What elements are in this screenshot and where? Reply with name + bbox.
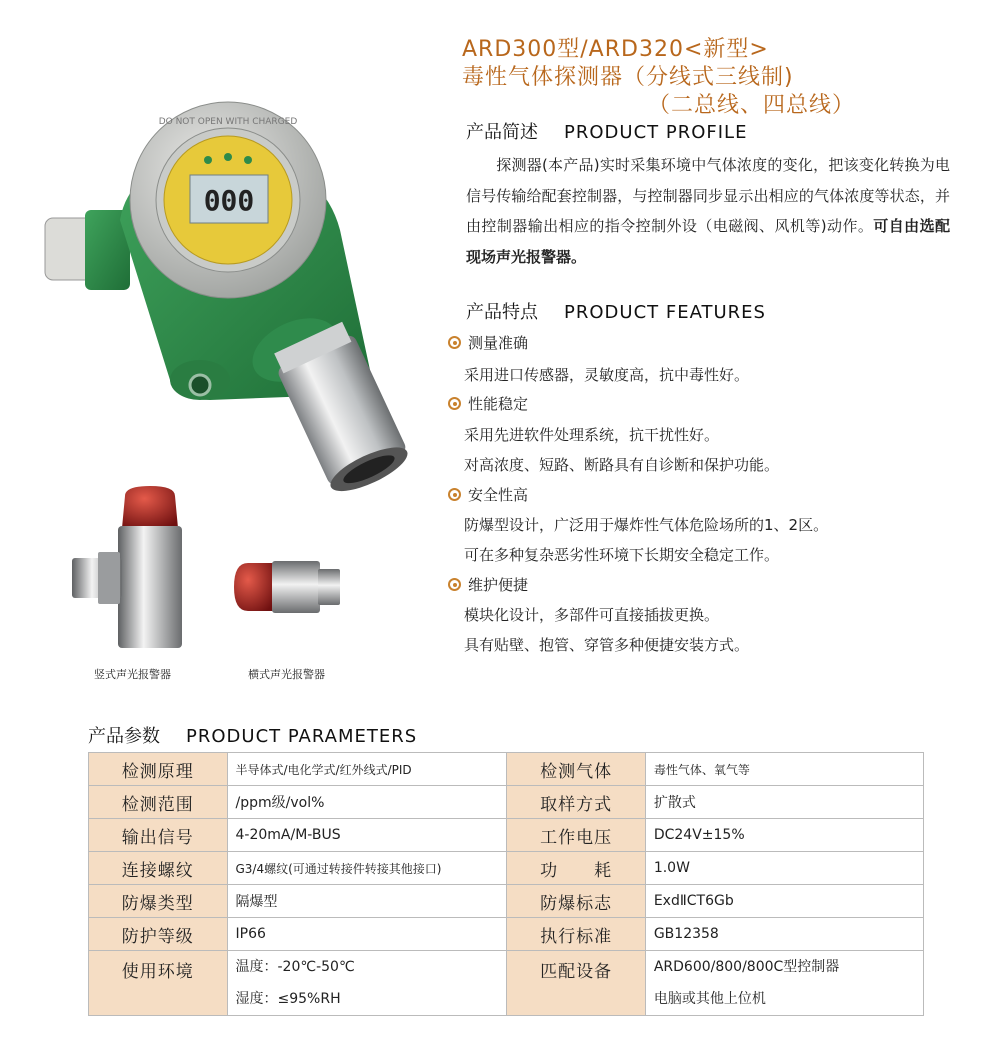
param-key: 使用环境 <box>89 951 228 1016</box>
param-value: G3/4螺纹(可通过转接件转接其他接口) <box>227 852 507 885</box>
profile-heading-cn: 产品简述 <box>466 122 538 143</box>
profile-heading-en: PRODUCT PROFILE <box>564 122 748 143</box>
bullet-icon <box>448 578 461 591</box>
param-value: GB12358 <box>645 918 923 951</box>
caption-horizontal-alarm: 横式声光报警器 <box>248 668 325 681</box>
table-row <box>89 885 924 918</box>
table-row <box>89 852 924 885</box>
param-key: 执行标准 <box>507 918 646 951</box>
table-row <box>89 753 924 786</box>
param-value: 隔爆型 <box>227 885 507 918</box>
feature-line: 采用先进软件处理系统，抗干扰性好。 <box>464 426 720 444</box>
param-key: 输出信号 <box>89 819 228 852</box>
profile-heading <box>466 118 747 144</box>
param-key: 防护等级 <box>89 918 228 951</box>
param-key: 检测气体 <box>507 753 646 786</box>
features-heading-en: PRODUCT FEATURES <box>564 302 766 323</box>
feature-title: 测量准确 <box>448 332 528 353</box>
features-heading-cn: 产品特点 <box>466 302 538 323</box>
product-title-line2: 毒性气体探测器（分线式三线制) <box>462 65 794 90</box>
table-row <box>89 786 924 819</box>
bullet-icon <box>448 397 461 410</box>
param-key: 防爆标志 <box>507 885 646 918</box>
param-key: 连接螺纹 <box>89 852 228 885</box>
params-heading-cn: 产品参数 <box>88 726 160 747</box>
param-value: 1.0W <box>645 852 923 885</box>
feature-title: 性能稳定 <box>448 393 528 414</box>
param-key: 防爆类型 <box>89 885 228 918</box>
param-value: /ppm级/vol% <box>227 786 507 819</box>
param-key: 取样方式 <box>507 786 646 819</box>
ring-text: DO NOT OPEN WITH CHARGED <box>158 117 298 127</box>
param-key: 检测原理 <box>89 753 228 786</box>
param-value: ExdⅡCT6Gb <box>645 885 923 918</box>
horizontal-alarm-illustration <box>234 555 344 620</box>
profile-bold: 可自由选配现场声光报警器。 <box>466 217 950 266</box>
param-value: DC24V±15% <box>645 819 923 852</box>
param-key: 匹配设备 <box>507 951 646 1016</box>
param-value: ARD600/800/800C型控制器 电脑或其他上位机 <box>645 951 923 1016</box>
feature-title: 安全性高 <box>448 484 528 505</box>
param-value: 4-20mA/M-BUS <box>227 819 507 852</box>
table-row <box>89 918 924 951</box>
bullet-icon <box>448 488 461 501</box>
table-row <box>89 819 924 852</box>
caption-vertical-alarm: 竖式声光报警器 <box>94 668 171 681</box>
feature-line: 可在多种复杂恶劣性环境下长期安全稳定工作。 <box>464 546 780 564</box>
feature-line: 采用进口传感器，灵敏度高，抗中毒性好。 <box>464 366 750 384</box>
vertical-alarm-illustration <box>70 486 200 656</box>
params-heading-en: PRODUCT PARAMETERS <box>186 726 418 747</box>
param-key: 工作电压 <box>507 819 646 852</box>
param-value: 温度：-20℃-50℃ 湿度：≤95%RH <box>227 951 507 1016</box>
table-row <box>89 951 924 1016</box>
param-value: 毒性气体、氧气等 <box>645 753 923 786</box>
params-table <box>88 752 924 1016</box>
param-key: 检测范围 <box>89 786 228 819</box>
params-heading <box>88 722 417 748</box>
device-display: 000 <box>203 184 255 217</box>
features-heading <box>466 298 766 324</box>
feature-line: 模块化设计，多部件可直接插拔更换。 <box>464 606 720 624</box>
param-key: 功 耗 <box>507 852 646 885</box>
param-value: 半导体式/电化学式/红外线式/PID <box>227 753 507 786</box>
product-title-line1: ARD300型/ARD320<新型> <box>462 37 769 62</box>
product-title-line3: （二总线、四总线） <box>648 93 856 118</box>
profile-text <box>466 150 950 272</box>
feature-title: 维护便捷 <box>448 574 528 595</box>
detector-illustration <box>40 100 430 500</box>
feature-line: 防爆型设计，广泛用于爆炸性气体危险场所的1、2区。 <box>464 516 829 534</box>
param-value: IP66 <box>227 918 507 951</box>
feature-line: 具有贴壁、抱管、穿管多种便捷安装方式。 <box>464 636 750 654</box>
feature-line: 对高浓度、短路、断路具有自诊断和保护功能。 <box>464 456 780 474</box>
bullet-icon <box>448 336 461 349</box>
param-value: 扩散式 <box>645 786 923 819</box>
profile-body: 探测器(本产品)实时采集环境中气体浓度的变化，把该变化转换为电信号传输给配套控制器，与控制器同步显示出相应的气体浓度等状态，并由控制器输出相应的指令控制外设（电磁阀、风机等)动作。 <box>466 156 950 235</box>
